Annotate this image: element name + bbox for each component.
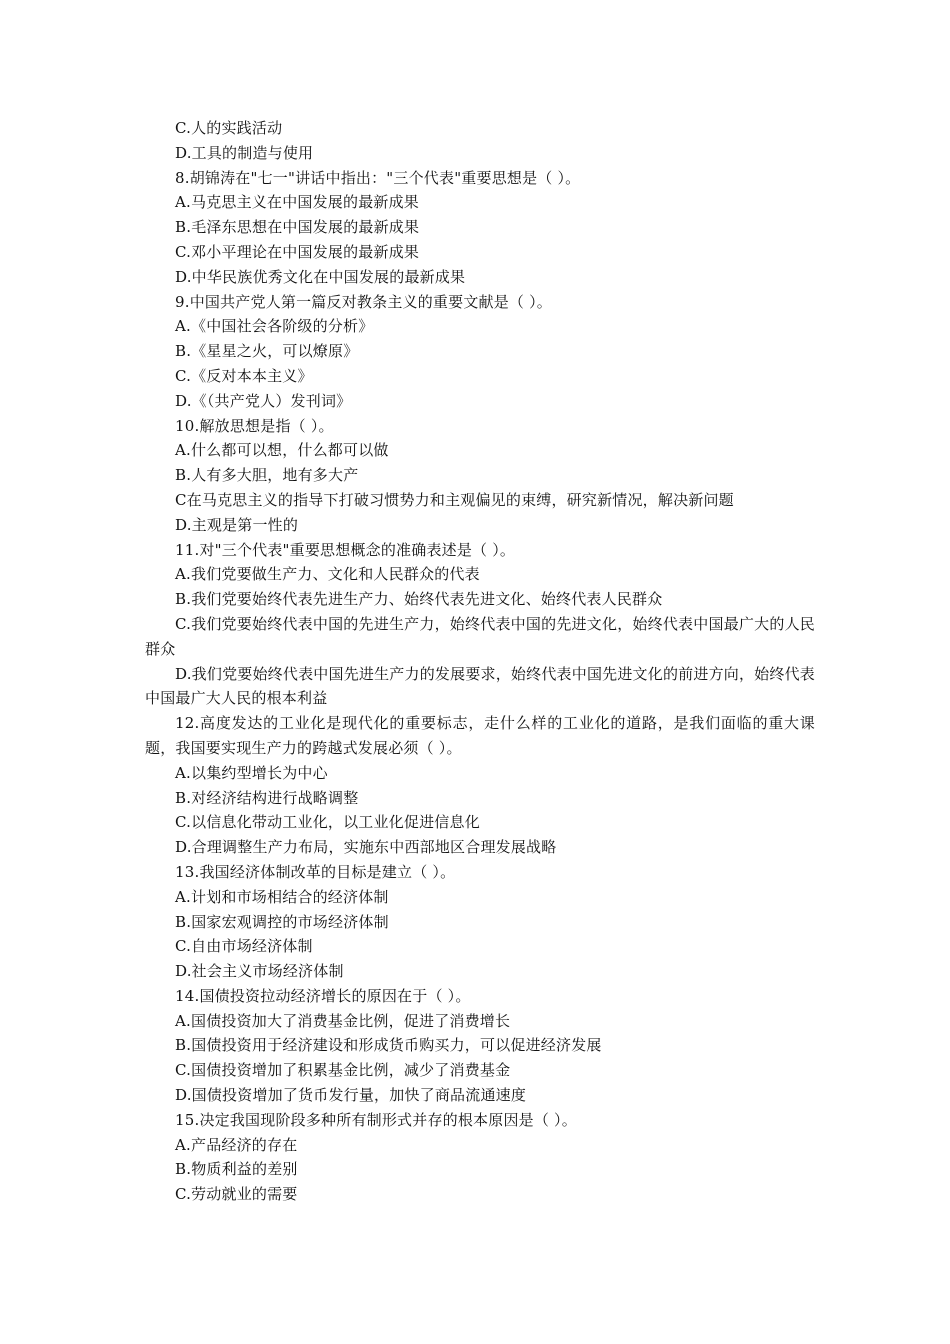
option-a-q8: A.马克思主义在中国发展的最新成果: [175, 193, 420, 212]
option-c-q12: C.以信息化带动工业化，以工业化促进信息化: [175, 813, 480, 832]
option-d-q13: D.社会主义市场经济体制: [175, 962, 344, 981]
option-c-q7: C.人的实践活动: [175, 119, 283, 137]
option-a-q11: A.我们党要做生产力、文化和人民群众的代表: [175, 565, 480, 584]
question-13: 13.我国经济体制改革的目标是建立（ ）。: [175, 862, 456, 881]
option-b-q14: B.国债投资用于经济建设和形成货币购买力，可以促进经济发展: [175, 1036, 602, 1055]
question-9: 9.中国共产党人第一篇反对教条主义的重要文献是（ ）。: [175, 292, 552, 311]
question-15: 15.决定我国现阶段多种所有制形式并存的根本原因是（ ）。: [175, 1110, 577, 1129]
question-10: 10.解放思想是指（ ）。: [175, 416, 334, 435]
option-a-q10: A.什么都可以想，什么都可以做: [175, 441, 389, 460]
question-12: 12.高度发达的工业化是现代化的重要标志，走什么样的工业化的道路，是我们面临的重大课题，我国要实现生产力的跨越式发展必须（ ）。: [145, 714, 815, 757]
option-d-q11: D.我们党要始终代表中国先进生产力的发展要求，始终代表中国先进文化的前进方向，始终代表中国最广大人民的根本利益: [145, 664, 815, 708]
option-c-q14: C.国债投资增加了积累基金比例，减少了消费基金: [175, 1061, 511, 1080]
option-c-q8: C.邓小平理论在中国发展的最新成果: [175, 242, 420, 261]
option-a-q12: A.以集约型增长为中心: [175, 763, 328, 782]
option-d-q7: D.工具的制造与使用: [175, 143, 314, 162]
option-b-q10: B.人有多大胆，地有多大产: [175, 466, 359, 485]
question-14: 14.国债投资拉动经济增长的原因在于（ ）。: [175, 986, 471, 1005]
option-a-q15: A.产品经济的存在: [175, 1135, 298, 1154]
option-d-q10: D.主观是第一性的: [175, 515, 299, 534]
option-b-q11: B.我们党要始终代表先进生产力、始终代表先进文化、始终代表人民群众: [175, 590, 663, 609]
question-8: 8.胡锦涛在"七一"讲话中指出："三个代表"重要思想是（ ）。: [175, 168, 581, 187]
option-b-q8: B.毛泽东思想在中国发展的最新成果: [175, 218, 420, 237]
option-c-q10: C在马克思主义的指导下打破习惯势力和主观偏见的束缚，研究新情况，解决新问题: [175, 490, 734, 509]
option-c-q11: C.我们党要始终代表中国的先进生产力，始终代表中国的先进文化，始终代表中国最广大的人民群众: [145, 614, 815, 658]
option-c-q15: C.劳动就业的需要: [175, 1185, 298, 1204]
option-a-q9: A.《中国社会各阶级的分析》: [175, 317, 374, 336]
option-d-q8: D.中华民族优秀文化在中国发展的最新成果: [175, 267, 466, 286]
option-b-q9: B.《星星之火，可以燎原》: [175, 342, 359, 361]
option-d-q14: D.国债投资增加了货币发行量，加快了商品流通速度: [175, 1086, 527, 1105]
option-a-q13: A.计划和市场相结合的经济体制: [175, 887, 389, 906]
option-d-q9: D.《（共产党人）发刊词》: [175, 391, 352, 410]
option-b-q12: B.对经济结构进行战略调整: [175, 788, 359, 807]
option-d-q12: D.合理调整生产力布局，实施东中西部地区合理发展战略: [175, 838, 557, 857]
document-body: [145, 116, 815, 1207]
option-c-q9: C.《反对本本主义》: [175, 366, 313, 385]
question-11: 11.对"三个代表"重要思想概念的准确表述是（ ）。: [175, 540, 516, 559]
option-a-q14: A.国债投资加大了消费基金比例，促进了消费增长: [175, 1011, 511, 1030]
option-b-q15: B.物质利益的差别: [175, 1160, 298, 1179]
option-b-q13: B.国家宏观调控的市场经济体制: [175, 912, 389, 931]
option-c-q13: C.自由市场经济体制: [175, 937, 313, 956]
